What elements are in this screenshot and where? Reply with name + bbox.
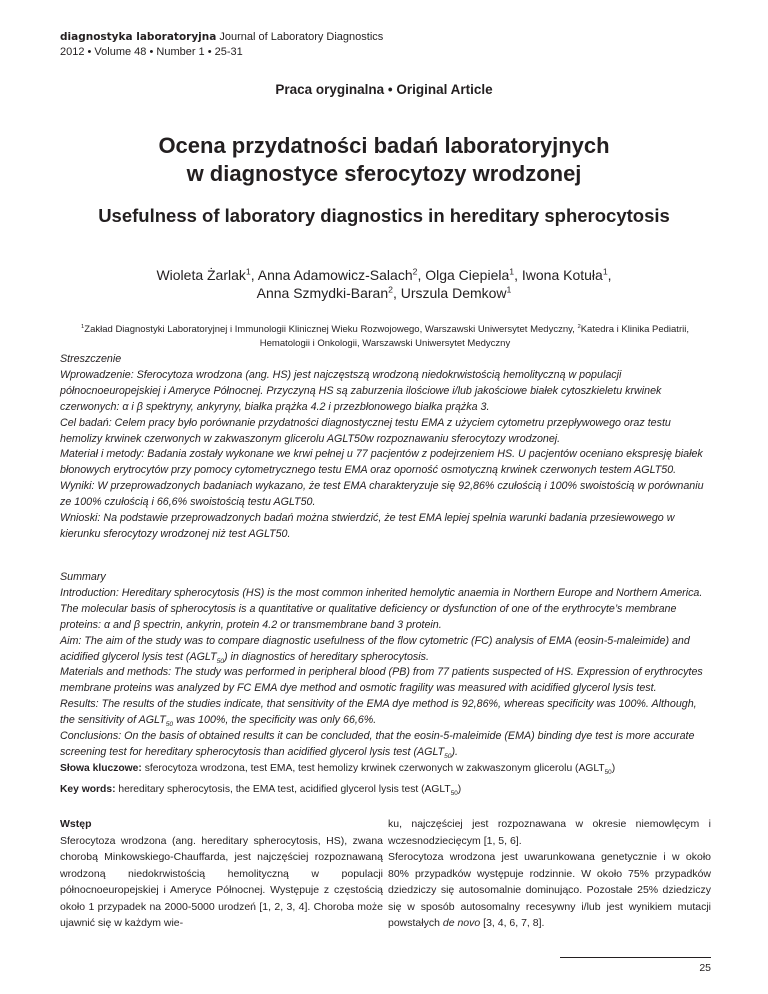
summary-conclusions-text: Conclusions: On the basis of obtained results it can be concluded, that the eosin-5-maleimide (EMA) binding dye test is more accurate screening test for hereditary spherocytosis than acidified glycerol lysis test (AGLT <box>60 730 695 758</box>
body-text-end: [3, 4, 6, 7, 8]. <box>480 917 545 929</box>
journal-name-pl: diagnostyka laboratoryjna <box>60 31 217 43</box>
journal-name-en: Journal of Laboratory Diagnostics <box>219 31 384 43</box>
body-paragraph <box>388 849 711 932</box>
author-affiliation-mark: 1 <box>506 284 512 295</box>
journal-citation: 2012 • Volume 48 • Number 1 • 25-31 <box>60 46 243 58</box>
author-line-2 <box>0 284 768 302</box>
summary-results-text: Results: The results of the studies indicate, that sensitivity of the EMA dye method is 92,86%, whereas specificity was 100%. Although, the sensitivity of AGLT <box>60 698 697 727</box>
body-text-italic: de novo <box>442 917 481 929</box>
author-name: Anna Szmydki-Baran <box>256 285 389 301</box>
journal-name <box>60 30 383 45</box>
body-paragraph: Sferocytoza wrodzona (ang. hereditary spherocytosis, HS), zwana chorobą Minkowskiego-Chauffarda, jest najczęściej rozpoznawaną wrodzoną niedokrwistością hemolityczną w populacji północnoeuropejskiej i Ameryce Północnej. Występuje z częstością około 1 przypadek na 2000-5000 urodzeń [1, 2, 3, 4]. Choroba może ujawnić się w każdym wie- <box>60 834 383 929</box>
abstract-heading: Streszczenie <box>60 353 122 365</box>
subscript: 50 <box>450 790 458 798</box>
author-list <box>0 266 768 302</box>
summary-heading: Summary <box>60 571 106 583</box>
abstract-aim: Cel badań: Celem pracy było porównanie przydatności diagnostycznej testu EMA z użyciem cytometru przepływowego oraz testu hemolizy krwinek czerwonych w zakwaszonym glicerolu AGLT50w rozpoznawaniu sferocytozy wrodzonej. <box>60 416 671 445</box>
affiliation-1: Zakład Diagnostyki Laboratoryjnej i Immunologii Klinicznej Wieku Rozwojowego, Warszawski Uniwersytet Medyczny, <box>84 324 578 335</box>
keywords-label: Słowa kluczowe: <box>60 763 142 774</box>
subscript: 50 <box>604 769 612 777</box>
title-polish-line1: Ocena przydatności badań laboratoryjnych <box>158 133 610 158</box>
abstract-intro: Wprowadzenie: Sferocytoza wrodzona (ang. HS) jest najczęstszą wrodzoną niedokrwistością hemolityczną w populacji północnoeuropejskiej i Ameryce Północnej. Przyczyną HS są zaburzenia ilościowe i/lub jakościowe białek cytoszkieletu krwinek czerwonych: α i β spektryny, ankyryny, białka prążka 4.2 i przezbłonowego białka prążka 3. <box>60 368 662 413</box>
article-type: Praca oryginalna • Original Article <box>275 82 493 97</box>
keywords-text-end: ) <box>457 784 462 795</box>
author-affiliation-mark: 1 <box>602 266 608 277</box>
journal-header <box>60 30 383 60</box>
page-number: 25 <box>699 962 711 974</box>
body-paragraph: ku, najczęściej jest rozpoznawana w okresie niemowlęcym i wczesnodziecięcym [1, 5, 6]. <box>388 818 711 847</box>
abstract-conclusions: Wnioski: Na podstawie przeprowadzonych badań można stwierdzić, że test EMA lepiej spełnia warunki badania przesiewowego w kierunku sferocytozy wrodzonej niż test AGLT50. <box>60 512 675 540</box>
affiliation-2: Katedra i Klinika Pediatrii, Hematologii i Onkologii, Warszawski Uniwersytet Medyczny <box>259 324 689 349</box>
title-english: Usefulness of laboratory diagnostics in hereditary spherocytosis <box>98 205 670 226</box>
keywords-polish <box>60 761 711 776</box>
keywords-text: hereditary spherocytosis, the EMA test, acidified glycerol lysis test (AGLT <box>115 784 451 795</box>
abstract-methods: Materiał i metody: Badania zostały wykonane we krwi pełnej u 77 pacjentów z podejrzeniem HS. U pacjentów oceniano ekspresję białek błonowych erytrocytów przy pomocy cytometrycznego testu EMA oraz oporność osmotyczną krwinek czerwonych testem AGLT50. <box>60 448 703 477</box>
abstract-polish <box>60 352 711 543</box>
author-name: , Olga Ciepiela <box>417 267 510 283</box>
body-text: Sferocytoza wrodzona jest uwarunkowana genetycznie i w około 80% przypadków występuje rodzinnie. W około 75% przypadków dziedziczy się autosomalnie dominująco. Pozostałe 25% dziedziczy się w sposób autosomalny recesywny i/lub jest wynikiem mutacji powstałych <box>388 851 711 929</box>
author-name: , Anna Adamowicz-Salach <box>250 267 413 283</box>
summary-aim-text: Aim: The aim of the study was to compare diagnostic usefulness of the flow cytometric (FC) analysis of EMA (eosin-5-maleimide) and acidified glycerol lysis test (AGLT <box>60 634 690 663</box>
author-name: Wioleta Żarlak <box>156 267 246 283</box>
section-heading: Wstęp <box>60 818 92 830</box>
subscript: 50 <box>216 657 224 665</box>
title-polish <box>0 132 768 188</box>
summary-intro: Introduction: Hereditary spherocytosis (HS) is the most common inherited hemolytic anaemia in Northern Europe and Northern America. The molecular basis of spherocytosis is a quantitative or qualitative deficiency or dysfunction of one of the erythrocyte’s membrane proteins: α and β spectrin, ankyrin, protein 4.2 or transmembrane band 3 protein. <box>60 586 703 631</box>
summary-conclusions <box>60 729 711 761</box>
summary-methods: Materials and methods: The study was performed in peripheral blood (PB) from 77 patients suspected of HS. Expression of erythrocytes membrane proteins was analyzed by FC EMA dye method and osmotic fragility was measured with acidified glycerol lysis test. <box>60 666 703 695</box>
author-affiliation-mark: 2 <box>412 266 418 277</box>
affiliation-mark: 1 <box>81 323 85 330</box>
abstract-results: Wyniki: W przeprowadzonych badaniach wykazano, że test EMA charakteryzuje się 92,86% czułością i 100% swoistością w porównaniu ze 100% czułością i 66,6% swoistością testu AGLT50. <box>60 480 704 509</box>
summary-aim-text-end: ) in diagnostics of hereditary spherocytosis. <box>223 650 429 663</box>
author-separator: , <box>607 267 612 283</box>
body-column-left <box>60 816 383 932</box>
keywords-label: Key words: <box>60 784 116 795</box>
keywords-text: sferocytoza wrodzona, test EMA, test hemolizy krwinek czerwonych w zakwaszonym glicerolu (AGLT <box>141 763 605 774</box>
keywords-english <box>60 782 711 797</box>
summary-results-text-end: was 100%, the specificity was only 66,6%. <box>173 714 377 727</box>
keywords-text-end: ) <box>611 763 616 774</box>
subscript: 50 <box>165 721 174 729</box>
author-affiliation-mark: 1 <box>245 266 251 277</box>
summary-conclusions-text-end: ). <box>451 745 459 758</box>
summary-results <box>60 697 711 729</box>
footer-rule <box>560 957 711 958</box>
author-name: , Iwona Kotuła <box>514 267 603 283</box>
keywords-block <box>60 761 711 803</box>
body-column-right <box>388 816 711 932</box>
summary-aim <box>60 634 711 666</box>
author-affiliation-mark: 2 <box>388 284 393 295</box>
subscript: 50 <box>444 753 452 761</box>
affiliation-mark: 2 <box>577 323 581 330</box>
author-name: , Urszula Demkow <box>392 285 507 301</box>
abstract-english <box>60 570 711 761</box>
affiliations <box>80 323 690 351</box>
author-affiliation-mark: 1 <box>509 266 515 277</box>
title-polish-line2: w diagnostyce sferocytozy wrodzonej <box>186 161 582 186</box>
author-line-1 <box>0 266 768 284</box>
